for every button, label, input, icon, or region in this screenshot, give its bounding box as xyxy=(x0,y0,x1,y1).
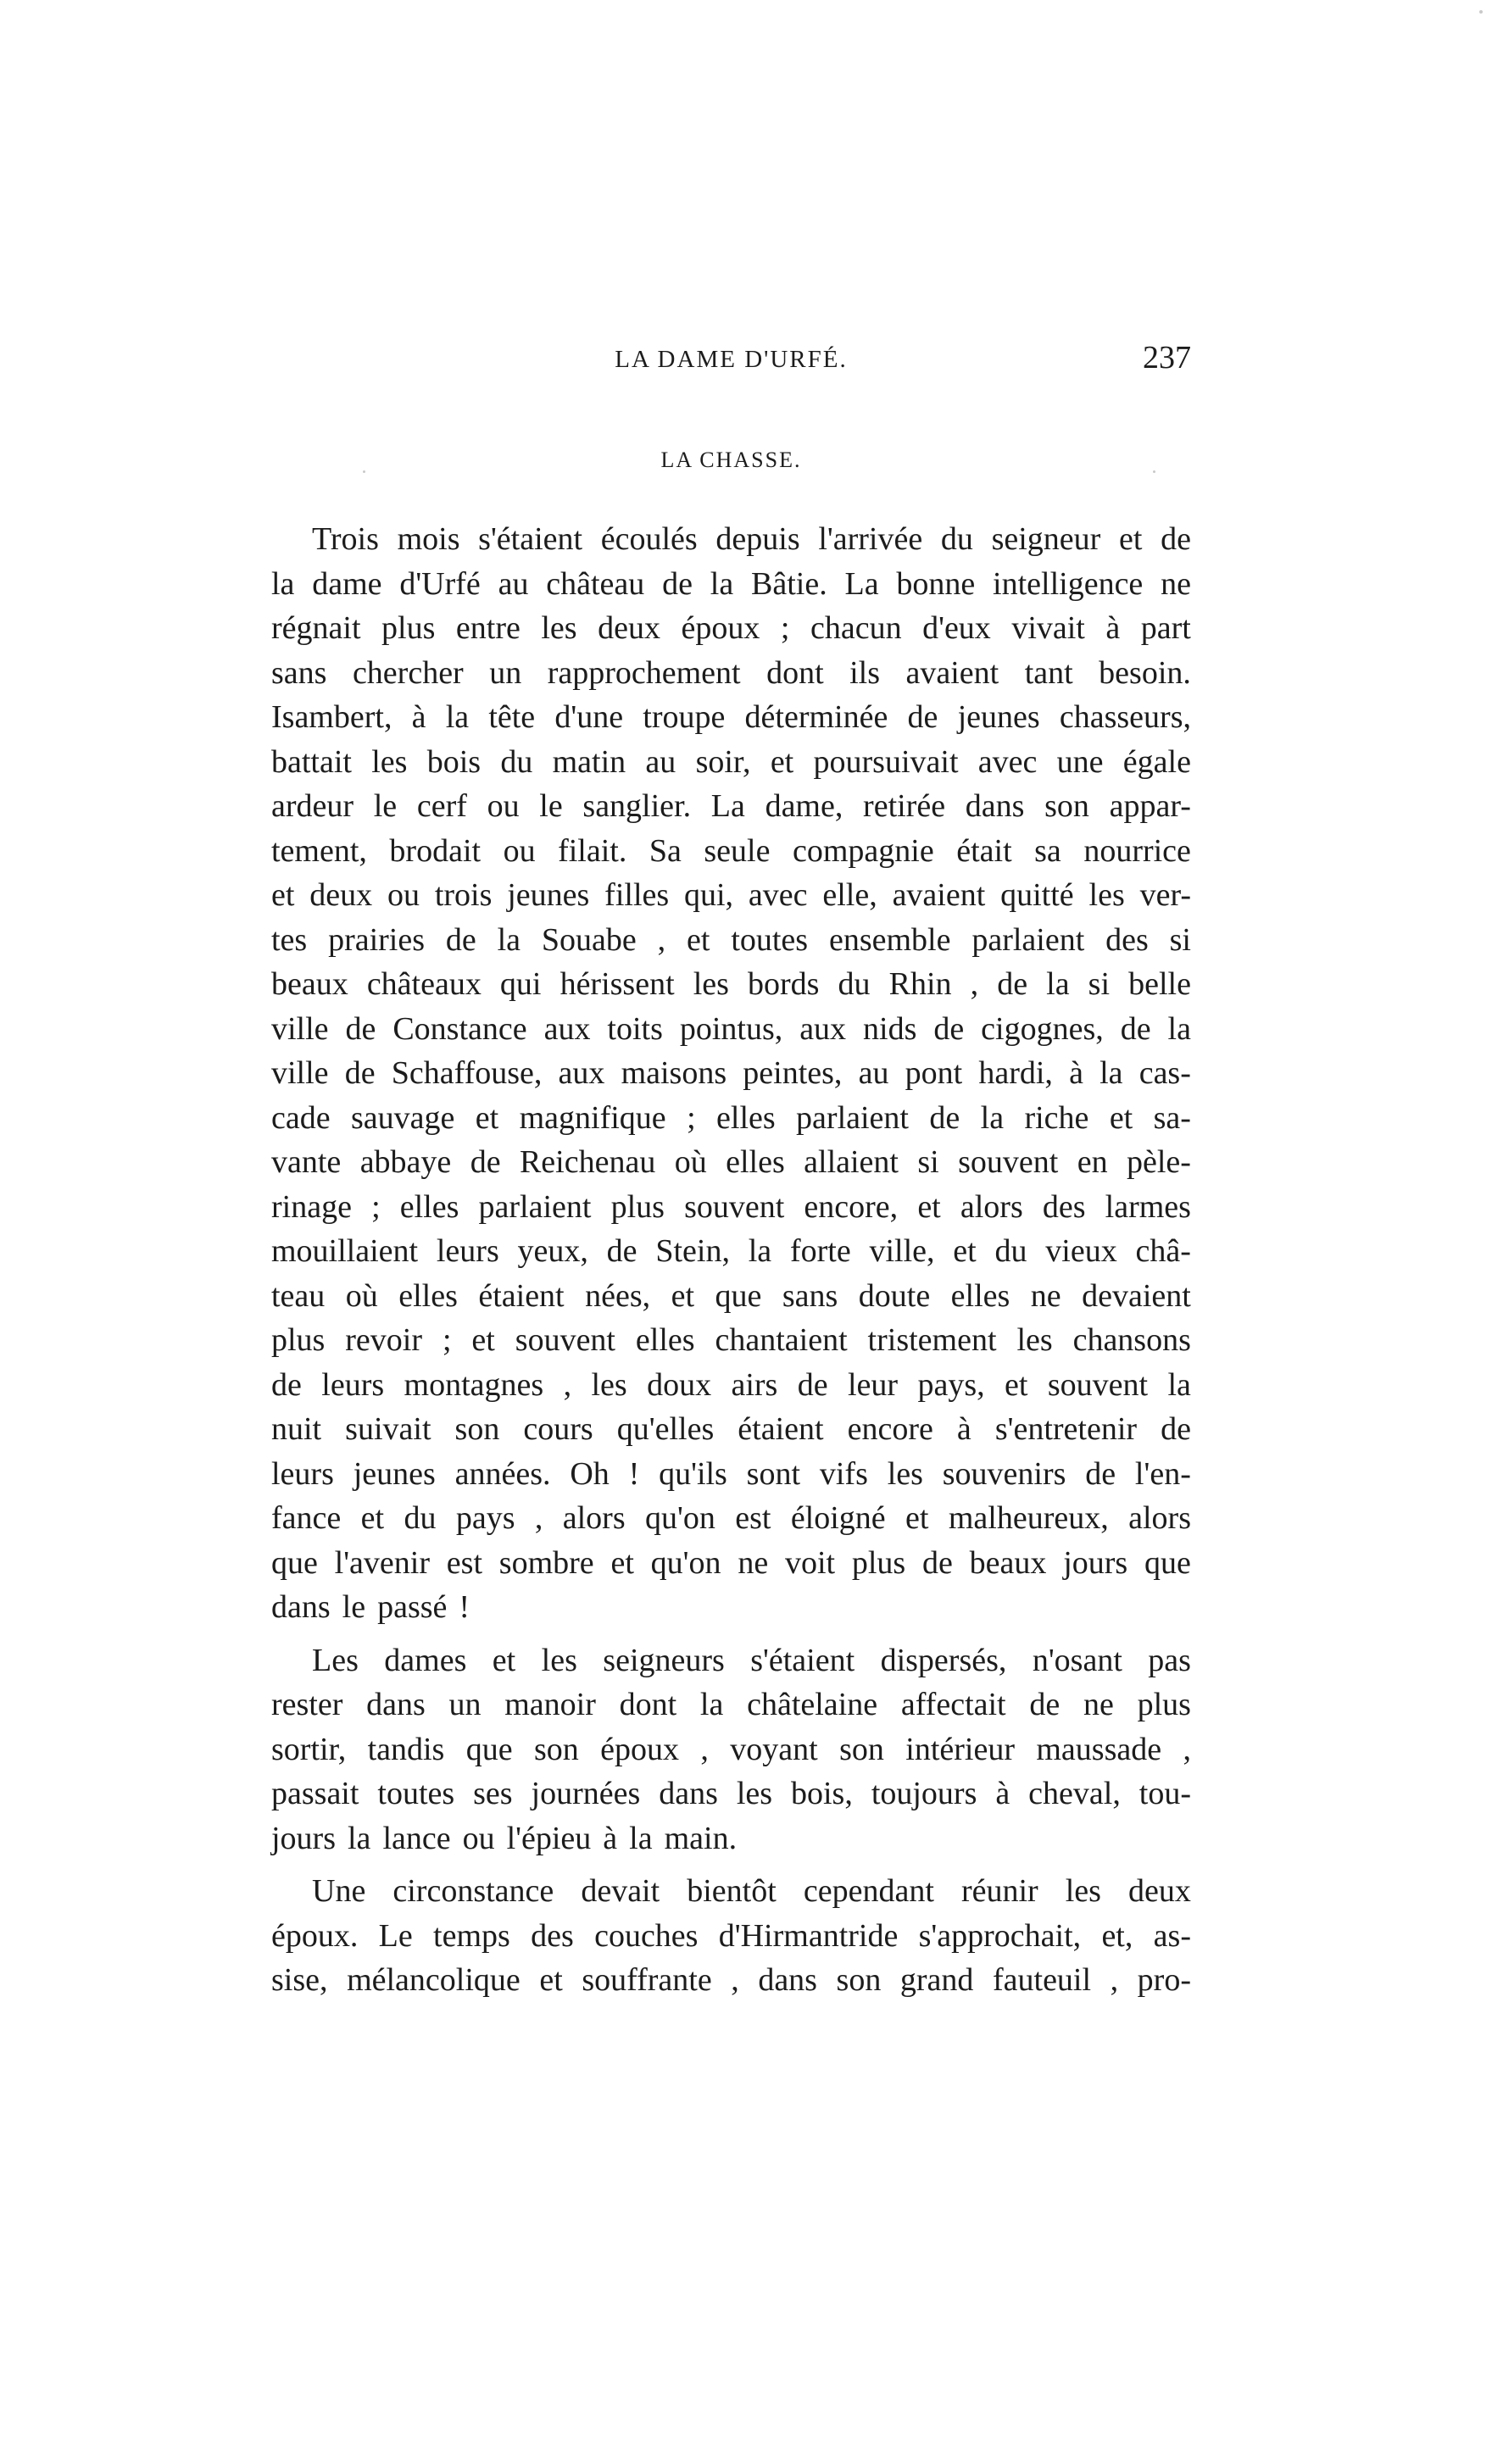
text-line: beaux châteaux qui hérissent les bords du Rhin , de la si belle xyxy=(271,966,1191,1002)
text-line: régnait plus entre les deux époux ; chacun d'eux vivait à part xyxy=(271,610,1191,646)
text-line: battait les bois du matin au soir, et poursuivait avec une égale xyxy=(271,743,1191,780)
text-line: époux. Le temps des couches d'Hirmantride s'approchait, et, as- xyxy=(271,1917,1191,1954)
text-line: sortir, tandis que son époux , voyant son intérieur maussade , xyxy=(271,1731,1191,1767)
running-head xyxy=(271,339,1191,381)
paragraph xyxy=(271,1869,1191,2003)
body-text xyxy=(271,517,1191,2011)
text-line: Une circonstance devait bientôt cependant réunir les deux xyxy=(312,1873,1191,1909)
paper-speck xyxy=(1153,470,1155,473)
text-line: dans le passé ! xyxy=(271,1589,470,1625)
text-line: leurs jeunes années. Oh ! qu'ils sont vifs les souvenirs de l'en- xyxy=(271,1455,1191,1492)
text-line: sise, mélancolique et souffrante , dans son grand fauteuil , pro- xyxy=(271,1962,1191,1998)
text-line: vante abbaye de Reichenau où elles allaient si souvent en pèle- xyxy=(271,1144,1191,1180)
text-line: fance et du pays , alors qu'on est éloigné et malheureux, alors xyxy=(271,1500,1191,1536)
paragraph xyxy=(271,1638,1191,1861)
text-line: cade sauvage et magnifique ; elles parlaient de la riche et sa- xyxy=(271,1099,1191,1136)
text-line: tement, brodait ou filait. Sa seule compagnie était sa nourrice xyxy=(271,832,1191,869)
text-line: mouillaient leurs yeux, de Stein, la forte ville, et du vieux châ- xyxy=(271,1233,1191,1269)
text-line: la dame d'Urfé au château de la Bâtie. La bonne intelligence ne xyxy=(271,565,1191,602)
text-line: Isambert, à la tête d'une troupe déterminée de jeunes chasseurs, xyxy=(271,699,1191,735)
section-title: LA CHASSE. xyxy=(660,448,802,472)
text-line: ville de Constance aux toits pointus, aux nids de cigognes, de la xyxy=(271,1010,1191,1047)
running-title: LA DAME D'URFÉ. xyxy=(615,346,848,373)
text-line: rester dans un manoir dont la châtelaine affectait de ne plus xyxy=(271,1687,1191,1722)
paper-speck xyxy=(363,470,365,473)
text-line: et deux ou trois jeunes filles qui, avec elle, avaient quitté les ver- xyxy=(271,877,1191,913)
text-line: nuit suivait son cours qu'elles étaient encore à s'entretenir de xyxy=(271,1411,1191,1447)
text-line: Les dames et les seigneurs s'étaient dispersés, n'osant pas xyxy=(312,1642,1191,1678)
text-line: passait toutes ses journées dans les bois, toujours à cheval, tou- xyxy=(271,1776,1191,1811)
page-number: 237 xyxy=(1143,340,1191,375)
text-line: teau où elles étaient nées, et que sans doute elles ne devaient xyxy=(271,1277,1191,1314)
paragraph xyxy=(271,517,1191,1630)
text-line: sans chercher un rapprochement dont ils avaient tant besoin. xyxy=(271,654,1191,691)
paper-speck xyxy=(1479,10,1483,14)
text-line: de leurs montagnes , les doux airs de leur pays, et souvent la xyxy=(271,1366,1191,1403)
text-line: Trois mois s'étaient écoulés depuis l'arrivée du seigneur et de xyxy=(312,521,1191,557)
text-line: ardeur le cerf ou le sanglier. La dame, retirée dans son appar- xyxy=(271,788,1191,824)
text-line: que l'avenir est sombre et qu'on ne voit plus de beaux jours que xyxy=(271,1544,1191,1581)
text-line: rinage ; elles parlaient plus souvent encore, et alors des larmes xyxy=(271,1188,1191,1225)
text-line: jours la lance ou l'épieu à la main. xyxy=(271,1820,738,1856)
text-line: plus revoir ; et souvent elles chantaient tristement les chansons xyxy=(271,1322,1191,1358)
text-line: ville de Schaffouse, aux maisons peintes, au pont hardi, à la cas- xyxy=(271,1055,1191,1091)
text-line: tes prairies de la Souabe , et toutes ensemble parlaient des si xyxy=(271,921,1191,958)
